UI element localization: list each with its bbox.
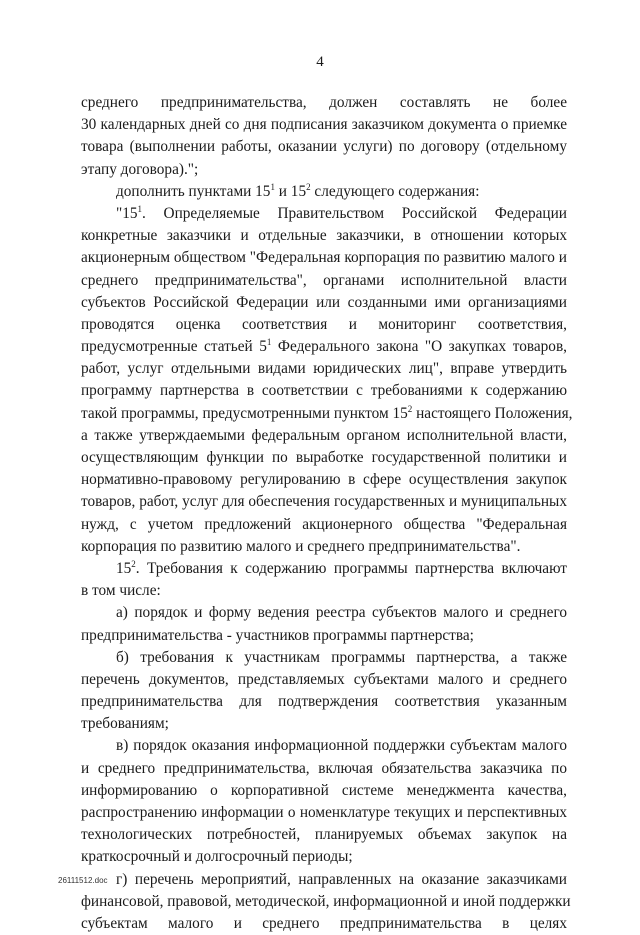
text-line: предпринимательства для подтверждения соответствия указанным [81, 693, 567, 711]
text-line: среднего предпринимательства, должен составлять не более [81, 94, 567, 111]
text-line: предпринимательства - участников программы партнерства; [81, 626, 474, 644]
text-line: нормативно-правовому регулированию в сфере осуществления закупок [81, 471, 567, 489]
text-line: технологических потребностей, планируемых объемах закупок на [81, 826, 567, 844]
text-line: в том числе: [81, 582, 161, 600]
text-line: а также утверждаемыми федеральным органом исполнительной власти, [81, 426, 567, 444]
text-line: б) требования к участникам программы партнерства, а также [116, 648, 567, 666]
text-line: проводятся оценка соответствия и мониторинг соответствия, [81, 315, 567, 333]
text-line: корпорация по развитию малого и среднего предпринимательства". [81, 537, 521, 555]
text-line: акционерным обществом "Федеральная корпорация по развитию малого и [81, 249, 567, 267]
text-line: предусмотренные статьей $5^1$ Федерального закона "О закупках товаров, [81, 337, 567, 356]
text-line: субъектов Российской Федерации или созданными ими организациями [81, 293, 567, 311]
text-line: такой программы, предусмотренными пунктом $15^2$ настоящего Положения, [81, 403, 573, 422]
text-line: г) перечень мероприятий, направленных на оказание заказчиками [116, 870, 567, 888]
page-number: 4 [316, 54, 324, 70]
text-line: осуществляющим функции по выработке государственной политики и [81, 449, 567, 466]
text-line: краткосрочный и долгосрочный периоды; [81, 848, 353, 866]
footer-filename: 26111512.doc [58, 876, 108, 885]
text-line: а) порядок и форму ведения реестра субъектов малого и среднего [116, 604, 567, 622]
text-line: перечень документов, представляемых субъектами малого и среднего [81, 670, 567, 688]
text-line: программу партнерства в соответствии с требованиями к содержанию [81, 382, 567, 400]
text-line: среднего предпринимательства", органами исполнительной власти [81, 271, 567, 289]
text-line: и среднего предпринимательства, включая обязательства заказчика по [81, 759, 567, 777]
document-body [81, 92, 573, 935]
text-line: субъектам малого и среднего предпринимательства в целях [81, 914, 567, 932]
text-line: конкретные заказчики и отдельные заказчики, в отношении которых [81, 227, 567, 245]
text-line: этапу договора)."; [81, 160, 199, 178]
text-line: финансовой, правовой, методической, информационной и иной поддержки [81, 892, 571, 910]
text-line: товаров, работ, услуг для обеспечения государственных и муниципальных [81, 493, 567, 511]
text-line: $15^2$. Требования к содержанию программы партнерства включают [116, 558, 567, 577]
text-line: распространению информации о номенклатуре текущих и перспективных [81, 804, 567, 821]
text-line: информированию о корпоративной системе менеджмента качества, [81, 781, 567, 799]
text-line: работ, услуг отдельными видами юридических лиц", вправе утвердить [81, 360, 567, 378]
text-line: "$15^1$. Определяемые Правительством Российской Федерации [116, 203, 567, 222]
text-line: требованиям; [81, 715, 169, 733]
text-line: нужд, с учетом предложений акционерного общества "Федеральная [81, 515, 567, 533]
text-line: товара (выполнении работы, оказании услуги) по договору (отдельному [81, 138, 567, 156]
text-line: в) порядок оказания информационной поддержки субъектам малого [116, 737, 567, 755]
text-line: 30 календарных дней со дня подписания заказчиком документа о приемке [81, 116, 567, 134]
text-line: дополнить пунктами $15^1$ и $15^2$ следующего содержания: [116, 181, 480, 200]
